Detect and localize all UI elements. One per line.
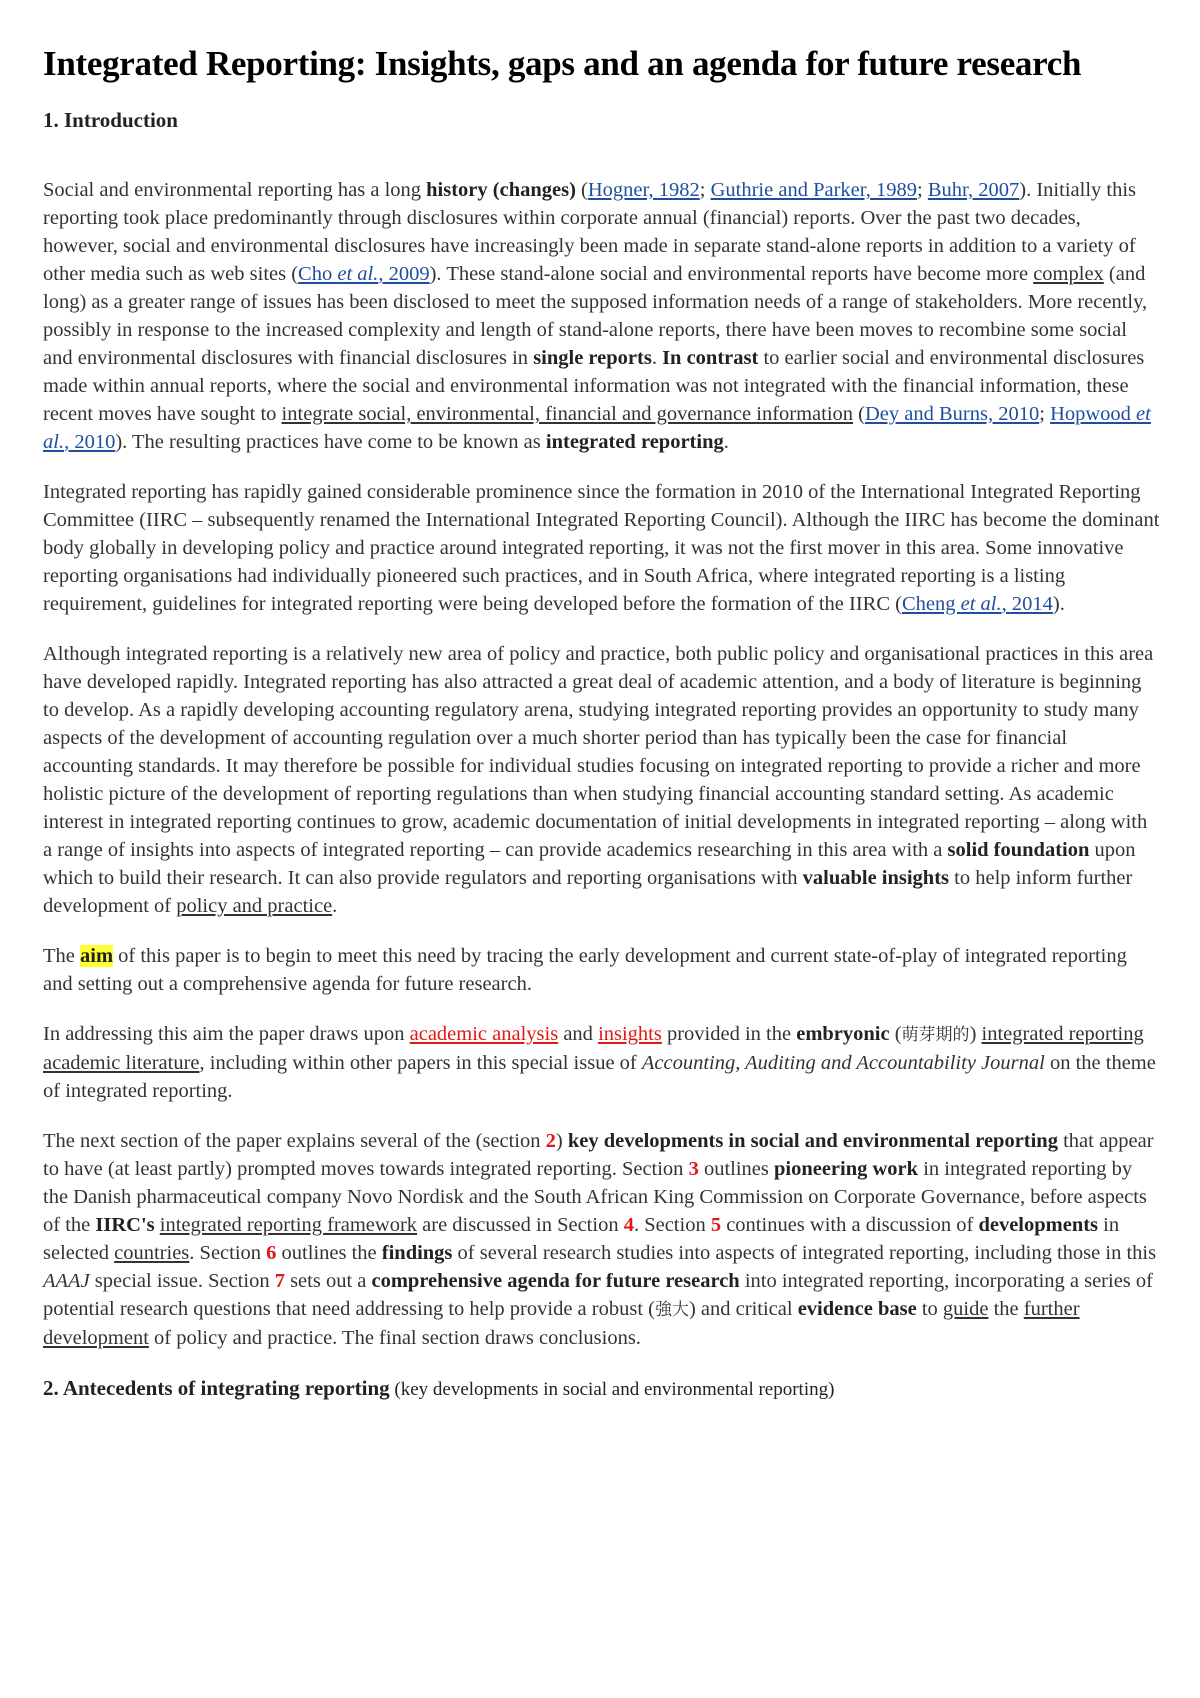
text-run: . Section <box>189 1242 267 1264</box>
text-run: on the theme of integrated reporting. <box>43 1052 1156 1102</box>
underlined-text: policy and practice <box>176 895 333 917</box>
paragraph-2 <box>43 478 1160 618</box>
highlighted-text: aim <box>80 945 114 967</box>
section-number: 4 <box>623 1214 634 1236</box>
text-run: , including within other papers in this special issue of <box>199 1052 642 1074</box>
bold-text: developments <box>978 1214 1099 1236</box>
text-run: in integrated reporting by the Danish pharmaceutical company Novo Nordisk and the South African King Commission on Corporate Governance, before aspects of the <box>43 1158 1147 1236</box>
text-run: ). Initially this reporting took place predominantly through disclosures within corporate annual (financial) reports. Over the past two decades, however, social and environmental disclosures have increasingly been made in separate stand-alone reports in addition to a variety of other media such as web sites ( <box>43 179 1137 285</box>
underlined-text: integrated reporting framework <box>159 1214 418 1236</box>
bold-text: history (changes) <box>426 179 576 201</box>
text-run: ). These stand-alone social and environmental reports have become more <box>429 263 1034 285</box>
underlined-text: countries <box>114 1242 190 1264</box>
text-run: ) and critical <box>688 1298 798 1320</box>
text-run: ; <box>1039 403 1051 425</box>
chinese-annotation: 萌芽期的 <box>901 1025 970 1045</box>
chinese-annotation: 強大 <box>654 1300 689 1320</box>
citation-link-dey-burns-2010[interactable]: Dey and Burns, 2010 <box>865 403 1040 425</box>
underlined-text: complex <box>1033 263 1104 285</box>
citation-link-cho-2009[interactable] <box>298 263 430 285</box>
citation-link-buhr-2007[interactable]: Buhr, 2007 <box>927 179 1020 201</box>
text-run: of this paper is to begin to meet this need by tracing the early development and current state-of-play of integrated reporting and setting out a comprehensive agenda for future research. <box>43 945 1127 995</box>
paragraph-4 <box>43 942 1160 998</box>
section-number: 3 <box>688 1158 699 1180</box>
section-number: 5 <box>710 1214 722 1236</box>
text-run: ; <box>699 179 711 201</box>
underlined-text: integrate social, environmental, financial and governance information <box>281 403 854 425</box>
text-run: ( <box>889 1023 902 1045</box>
citation-author: Cheng <box>901 593 961 615</box>
paragraph-5 <box>43 1020 1160 1105</box>
text-run: The <box>43 945 80 967</box>
text-run: in selected <box>43 1214 1120 1264</box>
text-run: ). The resulting practices have come to be known as <box>115 431 546 453</box>
underlined-text: integrated reporting academic literature <box>43 1023 1144 1074</box>
bold-text: embryonic <box>796 1023 890 1045</box>
section-number: 7 <box>274 1270 285 1292</box>
text-run: Although integrated reporting is a relatively new area of policy and practice, both public policy and organisational practices in this area have developed rapidly. Integrated reporting has also attracted a great deal of academic attention, and a body of literature is beginning to develop. As a rapidly developing accounting regulatory arena, studying integrated reporting provides an opportunity to study many aspects of the development of accounting regulation over a much shorter period than has typically been the case for financial accounting standards. It may therefore be possible for individual studies focusing on integrated reporting to provide a richer and more holistic picture of the development of reporting regulations than when studying financial accounting standard setting. As academic interest in integrated reporting continues to grow, academic documentation of initial developments in integrated reporting – along with a range of insights into aspects of integrated reporting – can provide academics researching in this area with a <box>43 643 1154 861</box>
red-underlined-text: insights <box>598 1023 662 1045</box>
text-run: . <box>651 347 663 369</box>
text-run: of policy and practice. The final section draws conclusions. <box>148 1327 641 1349</box>
section-number: 2 <box>545 1130 556 1152</box>
section-2-title: 2. Antecedents of integrating reporting <box>43 1376 390 1400</box>
text-run: special issue. Section <box>89 1270 275 1292</box>
text-run: ( <box>853 403 865 425</box>
text-run: to earlier social and environmental disclosures made within annual reports, where the social and environmental information was not integrated with the financial information, these recent moves have sought to <box>43 347 1145 425</box>
section-2-heading <box>43 1374 1160 1404</box>
text-run: ) <box>969 1023 982 1045</box>
text-run: . <box>332 895 338 917</box>
text-run: to <box>916 1298 943 1320</box>
citation-year: , 2009 <box>378 263 430 285</box>
section-1-heading: 1. Introduction <box>43 108 178 132</box>
text-run: ). <box>1052 593 1065 615</box>
citation-link-hogner-1982[interactable]: Hogner, 1982 <box>587 179 700 201</box>
text-run: Integrated reporting has rapidly gained considerable prominence since the formation in 2010 of the International Integrated Reporting Committee (IIRC – subsequently renamed the International Integrated Reporting Council). Although the IIRC has become the dominant body globally in developing policy and practice around integrated reporting, it was not the first mover in this area. Some innovative reporting organisations had individually pioneered such practices, and in South Africa, where integrated reporting is a listing requirement, guidelines for integrated reporting were being developed before the formation of the IIRC ( <box>43 481 1160 615</box>
text-run: . <box>723 431 729 453</box>
bold-text: integrated reporting <box>545 431 724 453</box>
text-run: ( <box>575 179 588 201</box>
text-run: The next section of the paper explains several of the (section <box>43 1130 546 1152</box>
text-run: Social and environmental reporting has a long <box>43 179 427 201</box>
text-run: upon which to build their research. It can also provide regulators and reporting organisations with <box>43 839 1136 889</box>
citation-etal: et al. <box>960 593 1002 615</box>
red-underlined-text: academic analysis <box>409 1023 559 1045</box>
section-number: 6 <box>266 1242 277 1264</box>
text-run: and <box>558 1023 599 1045</box>
text-run: (and long) as a greater range of issues has been disclosed to meet the supposed information needs of a range of stakeholders. More recently, possibly in response to the increased complexity and length of stand-alone reports, there have been moves to recombine some social and environmental disclosures with financial disclosures in <box>43 263 1148 369</box>
text-run: that appear to have (at least partly) prompted moves towards integrated reporting. Section <box>43 1130 1154 1180</box>
paragraph-6 <box>43 1127 1160 1352</box>
text-run: of several research studies into aspects of integrated reporting, including those in this <box>452 1242 1157 1264</box>
bold-text: IIRC's <box>95 1214 155 1236</box>
text-run: . Section <box>633 1214 711 1236</box>
citation-link-guthrie-parker-1989[interactable]: Guthrie and Parker, 1989 <box>710 179 918 201</box>
citation-author: Cho <box>298 263 338 285</box>
underlined-text: further development <box>43 1298 1080 1349</box>
document-title: Integrated Reporting: Insights, gaps and an agenda for future research <box>43 44 1082 83</box>
text-run: ; <box>917 179 928 201</box>
bold-text: In contrast <box>662 347 759 369</box>
text-run: continues with a discussion of <box>721 1214 979 1236</box>
citation-year: , 2010 <box>64 431 116 453</box>
section-2-note: (key developments in social and environmental reporting) <box>389 1379 835 1400</box>
text-run: to help inform further development of <box>43 867 1133 917</box>
citation-etal: et al. <box>337 263 379 285</box>
text-run: outlines <box>698 1158 774 1180</box>
bold-text: solid foundation <box>947 839 1090 861</box>
paragraph-3 <box>43 640 1160 920</box>
text-run: into integrated reporting, incorporating a series of potential research questions that need addressing to help provide a robust ( <box>43 1270 1153 1320</box>
text-run: provided in the <box>661 1023 797 1045</box>
text-run: sets out a <box>284 1270 372 1292</box>
bold-text: comprehensive agenda for future research <box>371 1270 740 1292</box>
citation-link-cheng-2014[interactable] <box>902 593 1053 615</box>
citation-year: , 2014 <box>1001 593 1053 615</box>
text-run: the <box>988 1298 1024 1320</box>
citation-author: Hopwood <box>1050 403 1137 425</box>
bold-text: single reports <box>533 347 652 369</box>
journal-name: Accounting, Auditing and Accountability Journal <box>641 1052 1045 1074</box>
bold-text: key developments in social and environmental reporting <box>567 1130 1058 1152</box>
text-run: In addressing this aim the paper draws upon <box>43 1023 410 1045</box>
text-run: outlines the <box>276 1242 382 1264</box>
paragraph-1 <box>43 176 1160 456</box>
underlined-text: guide <box>942 1298 989 1320</box>
bold-text: findings <box>381 1242 453 1264</box>
citation-etal: et al. <box>43 403 1151 453</box>
bold-text: pioneering work <box>773 1158 919 1180</box>
journal-abbrev: AAAJ <box>43 1270 90 1292</box>
text-run: ) <box>555 1130 568 1152</box>
text-run: are discussed in Section <box>417 1214 624 1236</box>
bold-text: valuable insights <box>802 867 950 889</box>
bold-text: evidence base <box>797 1298 917 1320</box>
